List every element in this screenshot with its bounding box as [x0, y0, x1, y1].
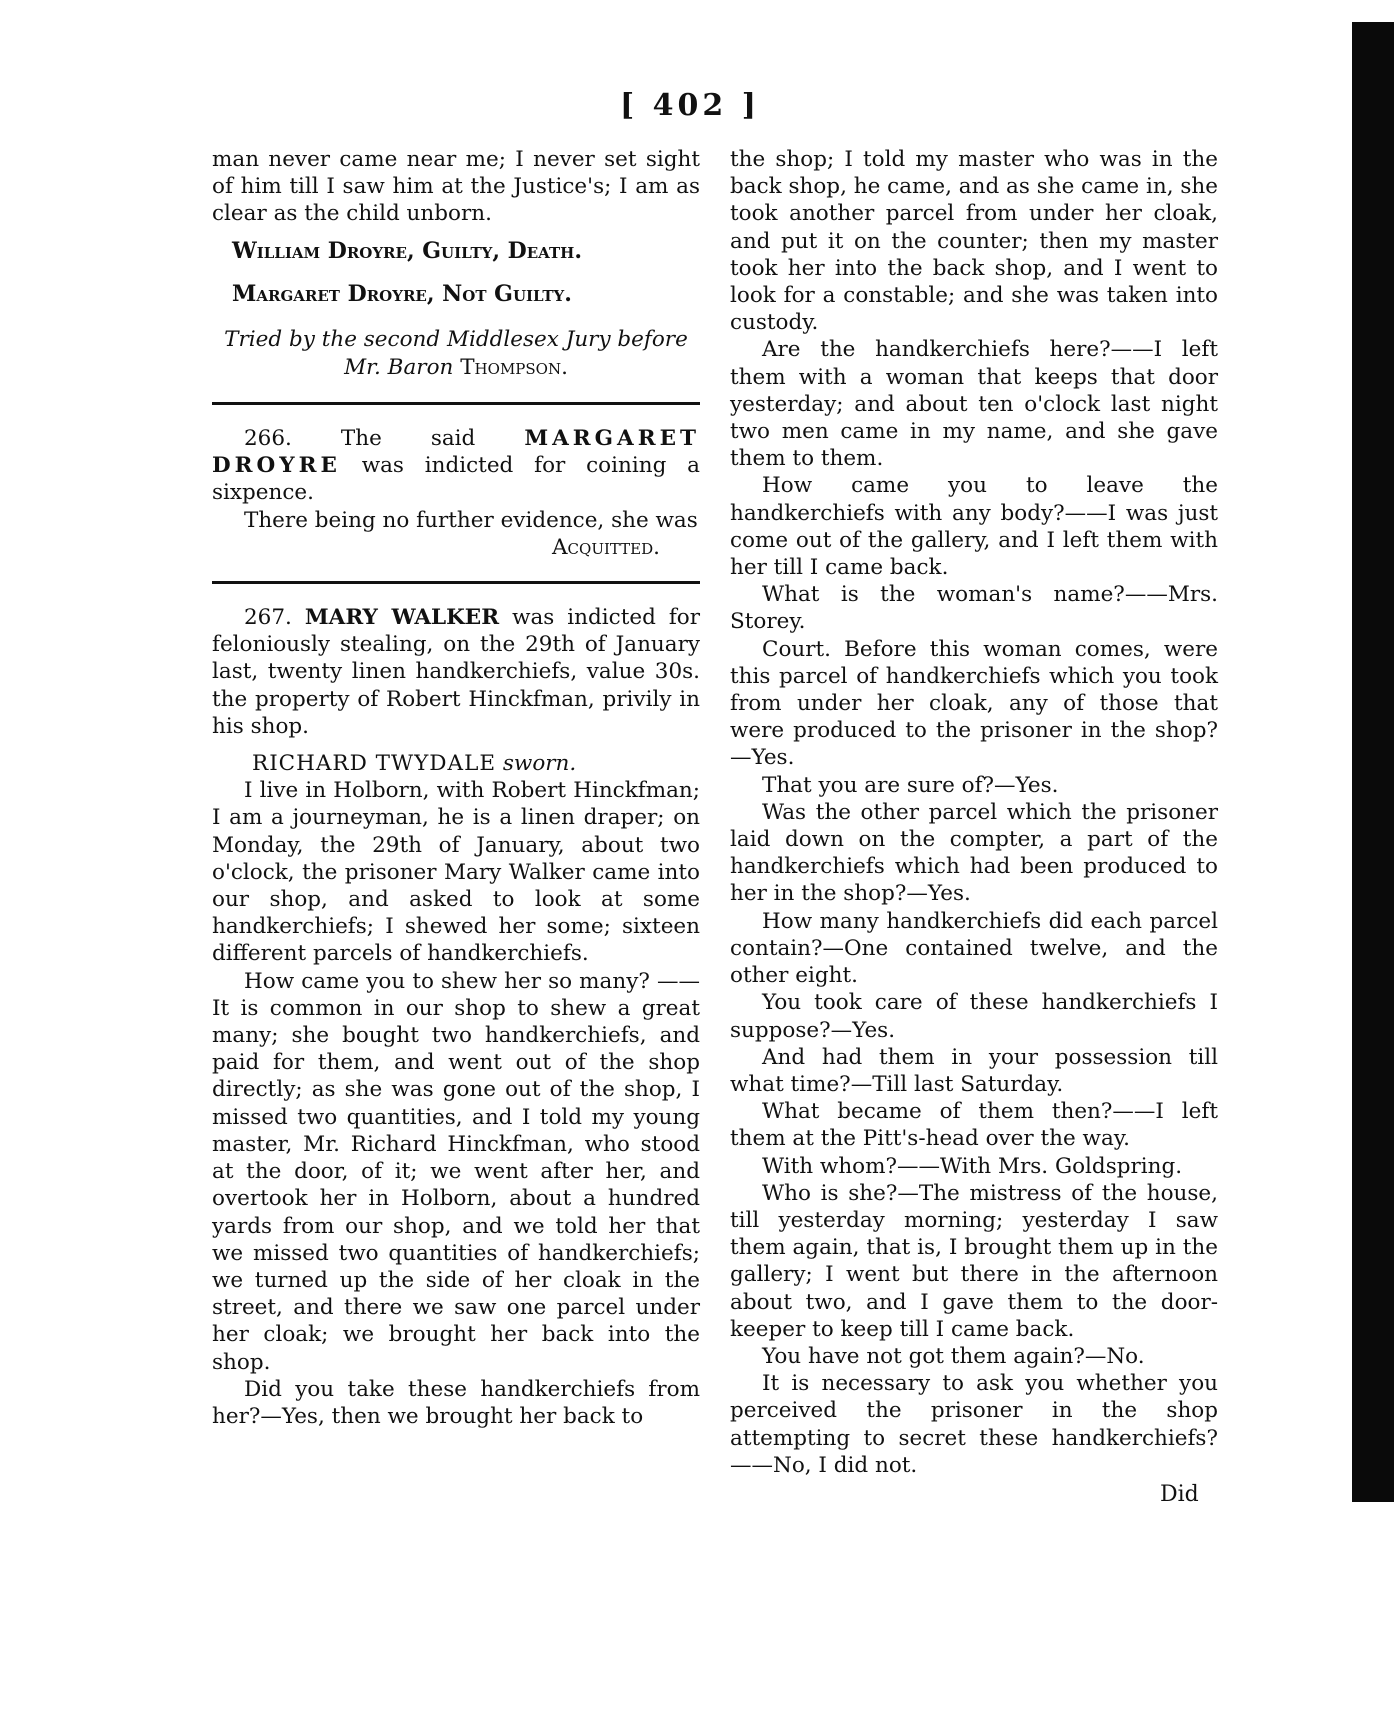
- case-267-indictment: [212, 604, 700, 740]
- section-rule: [212, 581, 700, 584]
- defendant-name: MARY WALKER: [304, 605, 500, 631]
- testimony-paragraph: What became of them then?——I left them at the Pitt's-head over the way.: [730, 1099, 1218, 1152]
- testimony-paragraph: That you are sure of?—Yes.: [762, 772, 1059, 798]
- case-number: 267.: [244, 605, 292, 631]
- testimony-paragraph: the shop; I told my master who was in the back shop, he came, and as she came in, she took another parcel from under her cloak, and put it on the counter; then my master took her into the back shop, and I went to look for a constable; and she was taken into custody.: [730, 147, 1218, 336]
- left-column: [212, 146, 700, 1430]
- testimony-paragraph: You took care of these handkerchiefs I suppose?—Yes.: [730, 990, 1218, 1043]
- testimony-paragraph: It is necessary to ask you whether you perceived the prisoner in the shop attempting to secret these handkerchiefs?——No, I did not.: [730, 1371, 1218, 1478]
- testimony-paragraph: How came you to shew her so many? ——It is common in our shop to shew a great many; she bought two handkerchiefs, and paid for them, and went out of the shop directly; as she was gone out of the shop, I missed two quantities, and I told my young master, Mr. Richard Hinckfman, who stood at the door, of it; we went after her, and overtook her in Holborn, about a hundred yards from our shop, and we told her that we missed two quantities of handkerchiefs; we turned up the side of her cloak in the street, and there we saw one parcel under her cloak; we brought her back into the shop.: [212, 968, 700, 1375]
- section-rule: [212, 402, 700, 405]
- testimony-paragraph: How many handkerchiefs did each parcel contain?—One contained twelve, and the other eight.: [730, 908, 1218, 989]
- jury-note: [212, 326, 700, 382]
- catchword: Did: [1160, 1482, 1199, 1507]
- witness-sworn: sworn.: [502, 751, 577, 777]
- testimony-paragraph: Did you take these handkerchiefs from her?—Yes, then we brought her back to: [212, 1376, 700, 1429]
- case-266-indictment: [212, 425, 700, 507]
- case-charge: was indicted for coining a sixpence.: [212, 453, 700, 506]
- case-intro: The said: [340, 426, 476, 452]
- testimony-paragraph: You have not got them again?—No.: [762, 1343, 1145, 1369]
- testimony-paragraph: Was the other parcel which the prisoner laid down on the compter, a part of the handkerchiefs which had been produced to her in the shop?—Yes.: [730, 799, 1218, 907]
- case-266-evidence: There being no further evidence, she was: [244, 507, 698, 533]
- testimony-paragraph: Are the handkerchiefs here?——I left them with a woman that keeps that door yesterday; and about ten o'clock last night two men came in my name, and she gave them to them.: [730, 337, 1218, 472]
- case-number: 266.: [244, 426, 292, 452]
- right-column: [730, 146, 1218, 1479]
- judge-name: Thompson.: [460, 355, 568, 381]
- testimony-paragraph: With whom?——With Mrs. Goldspring.: [762, 1153, 1183, 1179]
- continuation-paragraph: man never came near me; I never set sight of him till I saw him at the Justice's; I am as clear as the child unborn.: [212, 147, 700, 227]
- testimony-paragraph: What is the woman's name?——Mrs. Storey.: [730, 582, 1218, 635]
- verdict-margaret-droyre: Margaret Droyre, Not Guilty.: [232, 280, 572, 307]
- witness-heading: [212, 750, 700, 777]
- verdict-william-droyre: William Droyre, Guilty, Death.: [232, 237, 582, 264]
- testimony-paragraph: And had them in your possession till what time?—Till last Saturday.: [730, 1044, 1218, 1097]
- testimony-paragraph: How came you to leave the handkerchiefs with any body?——I was just come out of the gallery, and I left them with her till I came back.: [730, 473, 1218, 581]
- case-266-verdict: Acquitted.: [552, 534, 660, 560]
- case-charge: was indicted for feloniously stealing, on the 29th of January last, twenty linen handkerchiefs, value 30s. the property of Robert Hinckfman, privily in his shop.: [212, 605, 701, 739]
- testimony-paragraph: Who is she?—The mistress of the house, till yesterday morning; yesterday I saw them again, that is, I brought them up in the gallery; I went but there in the afternoon about two, and I gave them to the door-keeper to keep till I came back.: [730, 1180, 1218, 1342]
- defendant-name: MARGARET DROYRE: [212, 426, 700, 479]
- jury-note-text: Tried by the second Middlesex Jury before Mr. Baron: [224, 327, 688, 381]
- scan-edge-shadow: [1352, 22, 1394, 1502]
- testimony-paragraph: Court. Before this woman comes, were this parcel of handkerchiefs which you took from under her cloak, any of those that were produced to the prisoner in the shop?—Yes.: [730, 636, 1218, 771]
- witness-name: RICHARD TWYDALE: [252, 751, 497, 777]
- page-number: [ 402 ]: [620, 88, 760, 123]
- testimony-paragraph: I live in Holborn, with Robert Hinckfman; I am a journeyman, he is a linen draper; on Monday, the 29th of January, about two o'clock, the prisoner Mary Walker came into our shop, and asked to look at some handkerchiefs; I shewed her some; sixteen different parcels of handkerchiefs.: [212, 778, 700, 967]
